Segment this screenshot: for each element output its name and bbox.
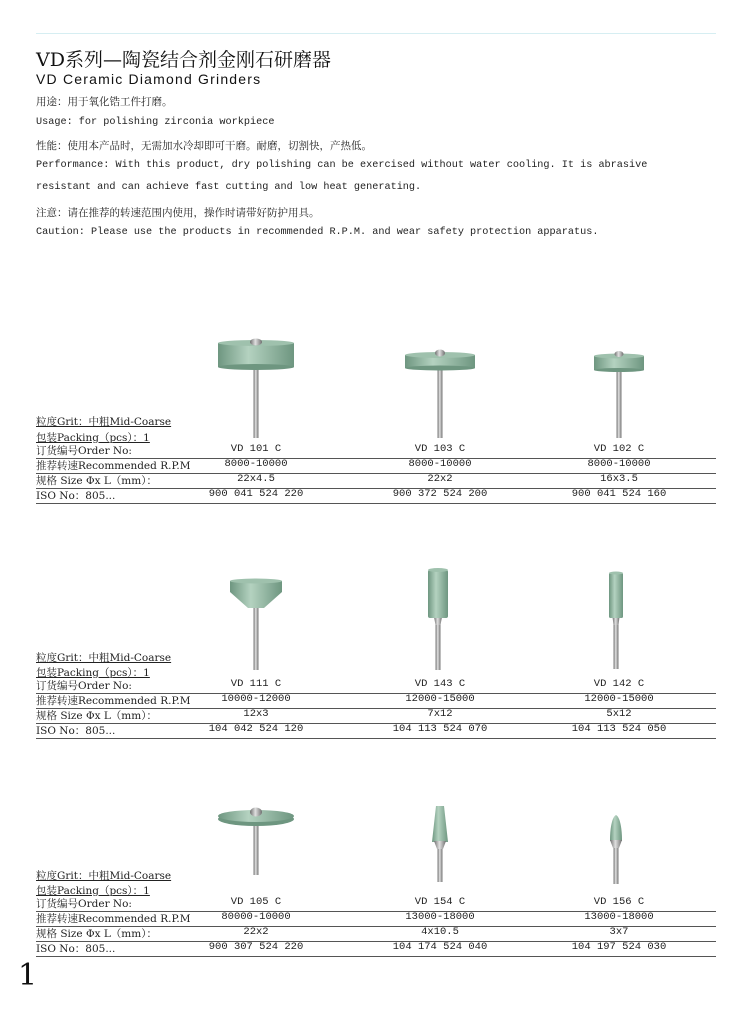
size-label: 规格 Size Φx L（mm）：	[36, 475, 157, 487]
grinder-image-vd101c	[216, 330, 296, 440]
size-value: 22x2	[427, 473, 453, 485]
grinder-image-vd111c	[226, 577, 286, 672]
grinder-image-vd102c	[591, 348, 647, 440]
table-row-order	[36, 678, 716, 694]
page-title-en: VD Ceramic Diamond Grinders	[36, 71, 262, 87]
order-no-value: VD 105 C	[230, 896, 282, 908]
iso-value: 900 307 524 220	[208, 941, 304, 953]
usage-cn: 用途：用于氧化锆工件打磨。	[36, 96, 173, 108]
table-row-size	[36, 926, 716, 942]
size-value: 12x3	[243, 708, 269, 720]
table-row-rpm	[36, 458, 716, 474]
order-no-value: VD 154 C	[414, 896, 466, 908]
rpm-value: 8000-10000	[224, 458, 288, 470]
rpm-value: 12000-15000	[405, 693, 475, 705]
table-row-size	[36, 473, 716, 489]
table-row-size	[36, 708, 716, 724]
iso-value: 104 174 524 040	[392, 941, 488, 953]
packing-label: 包装Packing（pcs）：1	[36, 885, 150, 897]
performance-cn: 性能：使用本产品时，无需加水冷却即可干磨。耐磨，切割快，产热低。	[36, 140, 372, 152]
rpm-value: 12000-15000	[584, 693, 654, 705]
size-value: 3x7	[609, 926, 629, 938]
grinder-image-vd105c	[216, 802, 296, 877]
order-no-label: 订货编号Order No:	[36, 445, 132, 457]
iso-label: ISO No：805...	[36, 943, 116, 955]
grinder-image-vd103c	[400, 345, 480, 440]
size-value: 22x2	[243, 926, 269, 938]
usage-en: Usage: for polishing zirconia workpiece	[36, 117, 275, 128]
rpm-value: 13000-18000	[405, 911, 475, 923]
order-no-value: VD 103 C	[414, 443, 466, 455]
order-no-label: 订货编号Order No:	[36, 680, 132, 692]
grinder-image-vd143c	[423, 567, 453, 672]
size-value: 5x12	[606, 708, 632, 720]
grit-label: 粒度Grit：中粗Mid-Coarse	[36, 652, 172, 664]
caution-cn: 注意：请在推荐的转速范围内使用，操作时请带好防护用具。	[36, 207, 320, 219]
grinder-image-vd156c	[606, 814, 626, 886]
rpm-value: 13000-18000	[584, 911, 654, 923]
rpm-value: 80000-10000	[221, 911, 291, 923]
iso-value: 900 041 524 160	[571, 488, 667, 500]
iso-label: ISO No：805...	[36, 725, 116, 737]
size-value: 22x4.5	[237, 473, 275, 485]
rpm-value: 10000-12000	[221, 693, 291, 705]
order-no-value: VD 101 C	[230, 443, 282, 455]
size-label: 规格 Size Φx L（mm）：	[36, 928, 157, 940]
table-row-order	[36, 896, 716, 912]
packing-label: 包装Packing（pcs）：1	[36, 432, 150, 444]
rpm-value: 8000-10000	[408, 458, 472, 470]
order-no-value: VD 142 C	[593, 678, 645, 690]
caution-en: Caution: Please use the products in recommended R.P.M. and wear safety protection apparatus.	[36, 227, 599, 238]
grinder-image-vd142c	[603, 571, 629, 671]
table-row-iso	[36, 941, 716, 957]
grit-label: 粒度Grit：中粗Mid-Coarse	[36, 416, 172, 428]
rpm-label: 推荐转速Recommended R.P.M	[36, 695, 191, 707]
table-row-order	[36, 443, 716, 459]
table-row-rpm	[36, 911, 716, 927]
order-no-value: VD 156 C	[593, 896, 645, 908]
iso-value: 104 042 524 120	[208, 723, 304, 735]
iso-value: 900 372 524 200	[392, 488, 488, 500]
performance-en-2: resistant and can achieve fast cutting and low heat generating.	[36, 182, 422, 193]
size-value: 7x12	[427, 708, 453, 720]
iso-label: ISO No：805...	[36, 490, 116, 502]
performance-en-1: Performance: With this product, dry polishing can be exercised without water cooling. It is abrasive	[36, 160, 648, 171]
order-no-value: VD 102 C	[593, 443, 645, 455]
order-no-value: VD 143 C	[414, 678, 466, 690]
grinder-image-vd154c	[428, 804, 452, 884]
iso-value: 900 041 524 220	[208, 488, 304, 500]
size-value: 16x3.5	[600, 473, 638, 485]
grit-label: 粒度Grit：中粗Mid-Coarse	[36, 870, 172, 882]
rpm-label: 推荐转速Recommended R.P.M	[36, 460, 191, 472]
size-label: 规格 Size Φx L（mm）：	[36, 710, 157, 722]
rpm-value: 8000-10000	[587, 458, 651, 470]
order-no-value: VD 111 C	[230, 678, 282, 690]
order-no-label: 订货编号Order No:	[36, 898, 132, 910]
table-row-rpm	[36, 693, 716, 709]
size-value: 4x10.5	[421, 926, 459, 938]
table-row-iso	[36, 488, 716, 504]
page-title-cn: VD系列—陶瓷结合剂金刚石研磨器	[36, 49, 331, 71]
iso-value: 104 113 524 050	[571, 723, 667, 735]
table-row-iso	[36, 723, 716, 739]
rpm-label: 推荐转速Recommended R.P.M	[36, 913, 191, 925]
page-number: 1	[18, 958, 38, 993]
iso-value: 104 197 524 030	[571, 941, 667, 953]
iso-value: 104 113 524 070	[392, 723, 488, 735]
packing-label: 包装Packing（pcs）：1	[36, 667, 150, 679]
top-divider	[36, 33, 716, 34]
